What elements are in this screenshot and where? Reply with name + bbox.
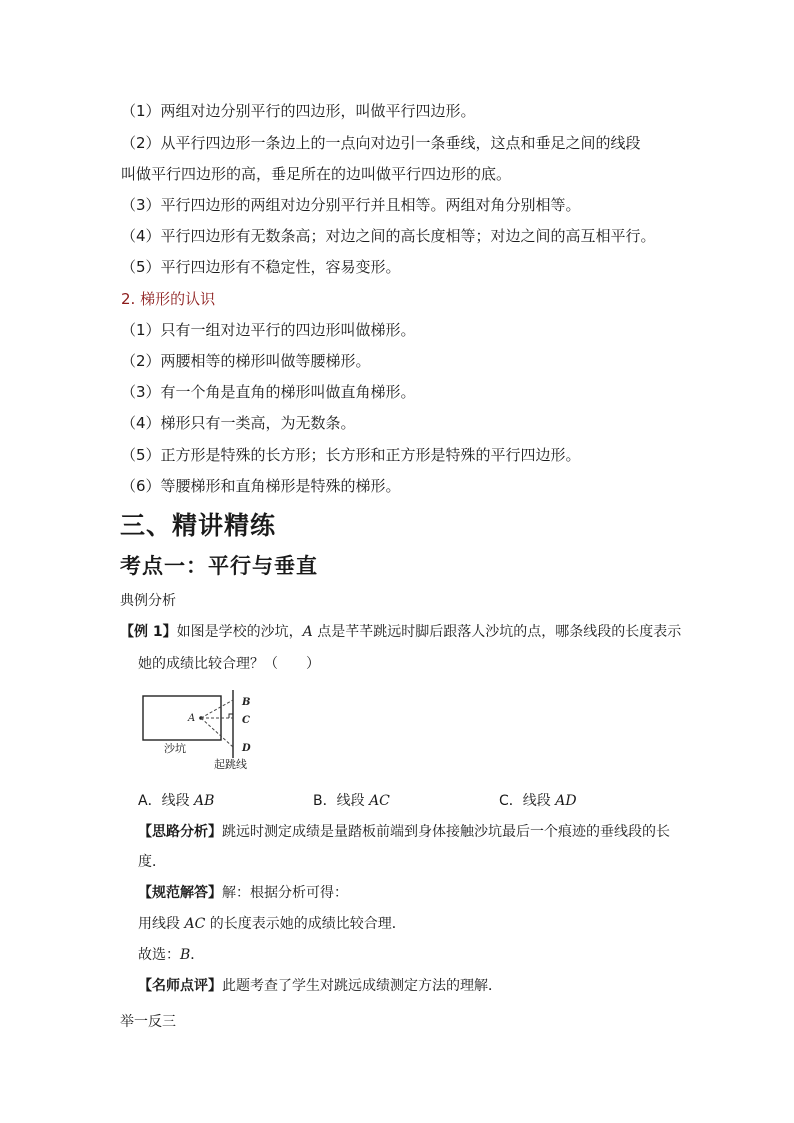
practice-label: 举一反三 [120,1014,176,1030]
option-c-segment: AD [555,793,577,809]
teacher-comment [138,976,502,996]
example-question-line-1 [120,622,681,642]
answer-line-2-var: AC [184,916,206,932]
trapezoid-item-3: （3）有一个角是直角的梯形叫做直角梯形。 [121,383,416,401]
parallelogram-item-3: （3）平行四边形的两组对边分别平行并且相等。两组对角分别相等。 [121,196,581,214]
example-question-line-2: 她的成绩比较合理？（ ） [138,656,320,672]
analysis-text: 跳远时测定成绩是量踏板前端到身体接触沙坑最后一个痕迹的垂线段的长 [222,824,670,840]
answer-line-2 [138,914,406,934]
analysis-line-2: 度． [138,854,166,870]
answer-line-1 [138,883,348,903]
analysis-line-1 [138,822,670,842]
parallelogram-item-2: （2）从平行四边形一条边上的一点向对边引一条垂线，这点和垂足之间的线段 [121,134,641,152]
trapezoid-item-4: （4）梯形只有一类高，为无数条。 [121,414,356,432]
section-title: 三、精讲精练 [120,511,277,540]
segment-ab [201,700,233,718]
option-a[interactable] [138,790,214,810]
example-var-a: A [302,624,313,640]
option-b[interactable] [313,790,390,810]
trapezoid-item-5: （5）正方形是特殊的长方形；长方形和正方形是特殊的平行四边形。 [121,446,581,464]
answer-line-3-a: 故选： [138,947,180,963]
option-c[interactable] [499,790,577,810]
example-label: 典例分析 [120,593,176,609]
answer-line-2-b: 的长度表示她的成绩比较合理． [205,916,406,932]
example-tag: 【例 1】 [120,624,177,640]
option-a-segment: AB [194,793,215,809]
option-b-label: B．线段 [313,793,370,809]
analysis-tag: 【思路分析】 [138,824,222,840]
parallelogram-item-5: （5）平行四边形有不稳定性，容易变形。 [121,258,401,276]
answer-tag: 【规范解答】 [138,885,222,901]
answer-line-3-var: B [180,947,191,963]
option-c-label: C．线段 [499,793,556,809]
sandpit-rect [143,696,221,740]
trapezoid-item-1: （1）只有一组对边平行的四边形叫做梯形。 [121,321,416,339]
option-b-segment: AC [369,793,390,809]
answer-line-3-b: ． [190,947,205,963]
comment-text: 此题考查了学生对跳远成绩测定方法的理解． [222,978,502,994]
answer-text: 解：根据分析可得： [222,885,348,901]
example-text-b: 点是芊芊跳远时脚后跟落人沙坑的点，哪条线段的长度表示 [312,624,682,640]
option-a-label: A．线段 [138,793,195,809]
label-a: A [188,713,196,724]
segment-ad [201,718,233,747]
label-c: C [242,715,250,726]
label-pit: 沙坑 [164,742,186,755]
trapezoid-item-6: （6）等腰梯形和直角梯形是特殊的梯形。 [121,477,401,495]
example-text-a: 如图是学校的沙坑， [176,624,303,640]
sandpit-diagram [138,688,268,772]
trapezoid-heading: 2. 梯形的认识 [121,290,216,308]
answer-line-3 [138,945,204,965]
parallelogram-item-1: （1）两组对边分别平行的四边形，叫做平行四边形。 [121,102,476,120]
comment-tag: 【名师点评】 [138,978,222,994]
answer-line-2-a: 用线段 [138,916,185,932]
label-d: D [242,743,251,754]
parallelogram-item-2-cont: 叫做平行四边形的高，垂足所在的边叫做平行四边形的底。 [121,165,512,183]
parallelogram-item-4: （4）平行四边形有无数条高；对边之间的高长度相等；对边之间的高互相平行。 [121,227,656,245]
label-takeoff-line: 起跳线 [214,758,247,771]
subsection-title: 考点一：平行与垂直 [120,554,318,578]
trapezoid-item-2: （2）两腰相等的梯形叫做等腰梯形。 [121,352,371,370]
label-b: B [242,697,251,708]
